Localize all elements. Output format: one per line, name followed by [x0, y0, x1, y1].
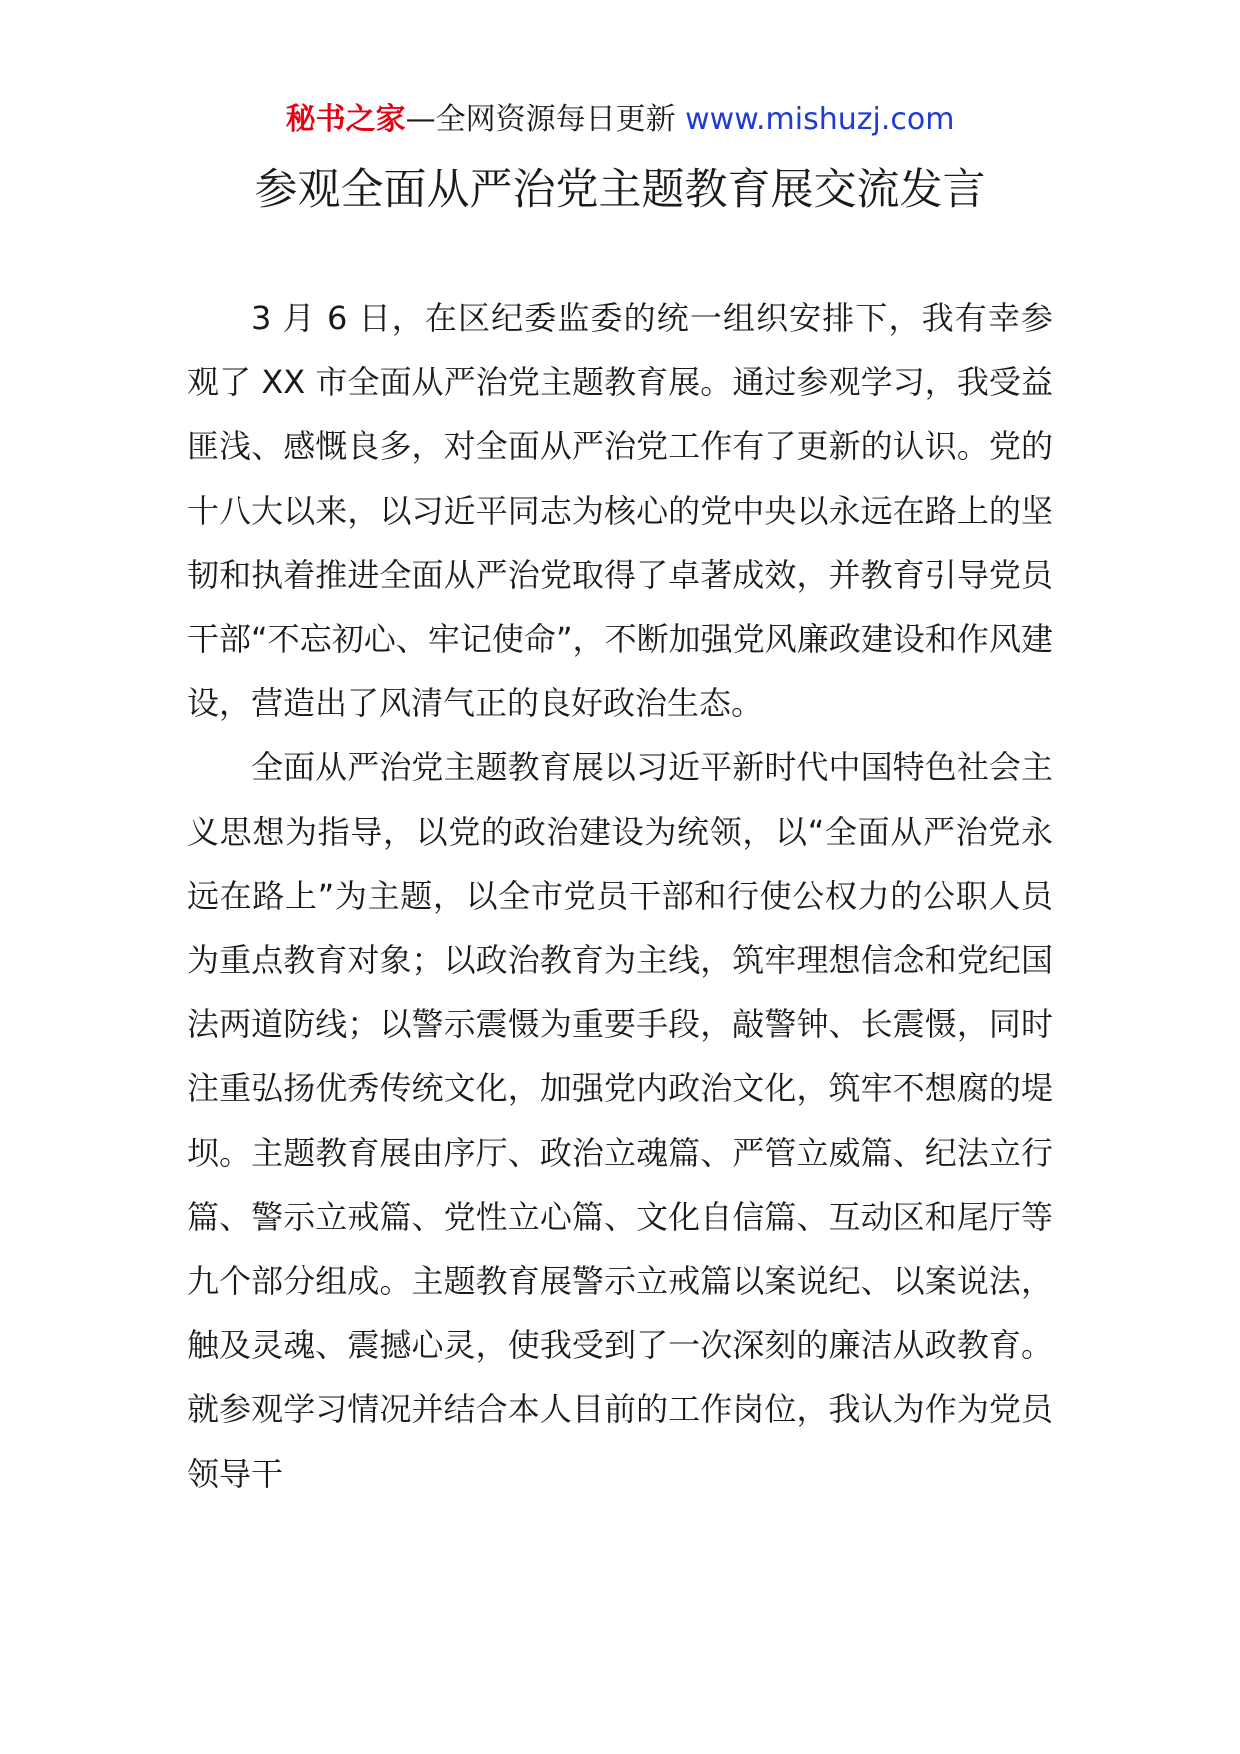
site-url-link[interactable]: www.mishuzj.com: [685, 102, 955, 137]
site-header: [0, 100, 1240, 140]
document-body: [187, 286, 1053, 1506]
document-title: 参观全面从严治党主题教育展交流发言: [254, 165, 986, 215]
brand-name: 秘书之家: [285, 102, 406, 137]
paragraph-2: 全面从严治党主题教育展以习近平新时代中国特色社会主义思想为指导，以党的政治建设为统领，以“全面从严治党永远在路上”为主题，以全市党员干部和行使公权力的公职人员为重点教育对象；以政治教育为主线，筑牢理想信念和党纪国法两道防线；以警示震慑为重要手段，敲警钟、长震慑，同时注重弘扬优秀传统文化，加强党内政治文化，筑牢不想腐的堤坝。主题教育展由序厅、政治立魂篇、严管立威篇、纪法立行篇、警示立戒篇、党性立心篇、文化自信篇、互动区和尾厅等九个部分组成。主题教育展警示立戒篇以案说纪、以案说法，触及灵魂、震撼心灵，使我受到了一次深刻的廉洁从政教育。就参观学习情况并结合本人目前的工作岗位，我认为作为党员领导干: [187, 748, 1053, 1493]
header-tagline: —全网资源每日更新: [405, 102, 676, 137]
paragraph-1: 3 月 6 日，在区纪委监委的统一组织安排下，我有幸参观了 XX 市全面从严治党主题教育展。通过参观学习，我受益匪浅、感慨良多，对全面从严治党工作有了更新的认识。党的十八大以来，以习近平同志为核心的党中央以永远在路上的坚韧和执着推进全面从严治党取得了卓著成效，并教育引导党员干部“不忘初心、牢记使命”，不断加强党风廉政建设和作风建设，营造出了风清气正的良好政治生态。: [187, 299, 1053, 723]
